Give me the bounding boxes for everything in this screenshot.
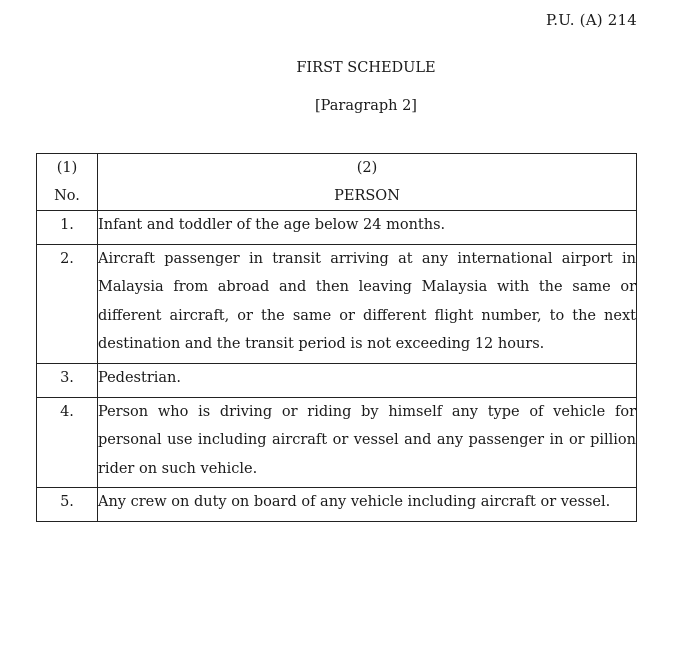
row-person: Aircraft passenger in transit arriving at any international airport in Malaysia from abroad and then leaving Malaysia with the same or different aircraft, or the same or different flight number, to the next destination and the transit period is not exceeding 12 hours. — [98, 245, 637, 364]
schedule-title: FIRST SCHEDULE — [296, 60, 436, 76]
table-header-row — [37, 154, 637, 211]
row-number: 1. — [37, 211, 98, 245]
row-number: 2. — [37, 245, 98, 364]
header-col1-number: (1) — [56, 160, 78, 176]
row-person: Infant and toddler of the age below 24 months. — [98, 211, 637, 245]
header-cell-no — [37, 154, 98, 211]
document-reference: P.U. (A) 214 — [546, 11, 637, 29]
row-person: Person who is driving or riding by himself any type of vehicle for personal use including aircraft or vessel and any passenger in or pillion rider on such vehicle. — [98, 398, 637, 488]
table-row — [37, 211, 637, 245]
table-row — [37, 398, 637, 488]
header-col1-label: No. — [54, 188, 80, 204]
schedule-subtitle: [Paragraph 2] — [315, 98, 417, 114]
table-row — [37, 488, 637, 522]
header-col2-label: PERSON — [334, 188, 400, 204]
row-person: Any crew on duty on board of any vehicle including aircraft or vessel. — [98, 488, 637, 522]
table-row — [37, 364, 637, 398]
schedule-table — [36, 153, 637, 522]
table-row — [37, 245, 637, 364]
row-person: Pedestrian. — [98, 364, 637, 398]
header-cell-person — [98, 154, 637, 211]
row-number: 3. — [37, 364, 98, 398]
row-number: 4. — [37, 398, 98, 488]
row-number: 5. — [37, 488, 98, 522]
header-col2-number: (2) — [356, 160, 378, 176]
